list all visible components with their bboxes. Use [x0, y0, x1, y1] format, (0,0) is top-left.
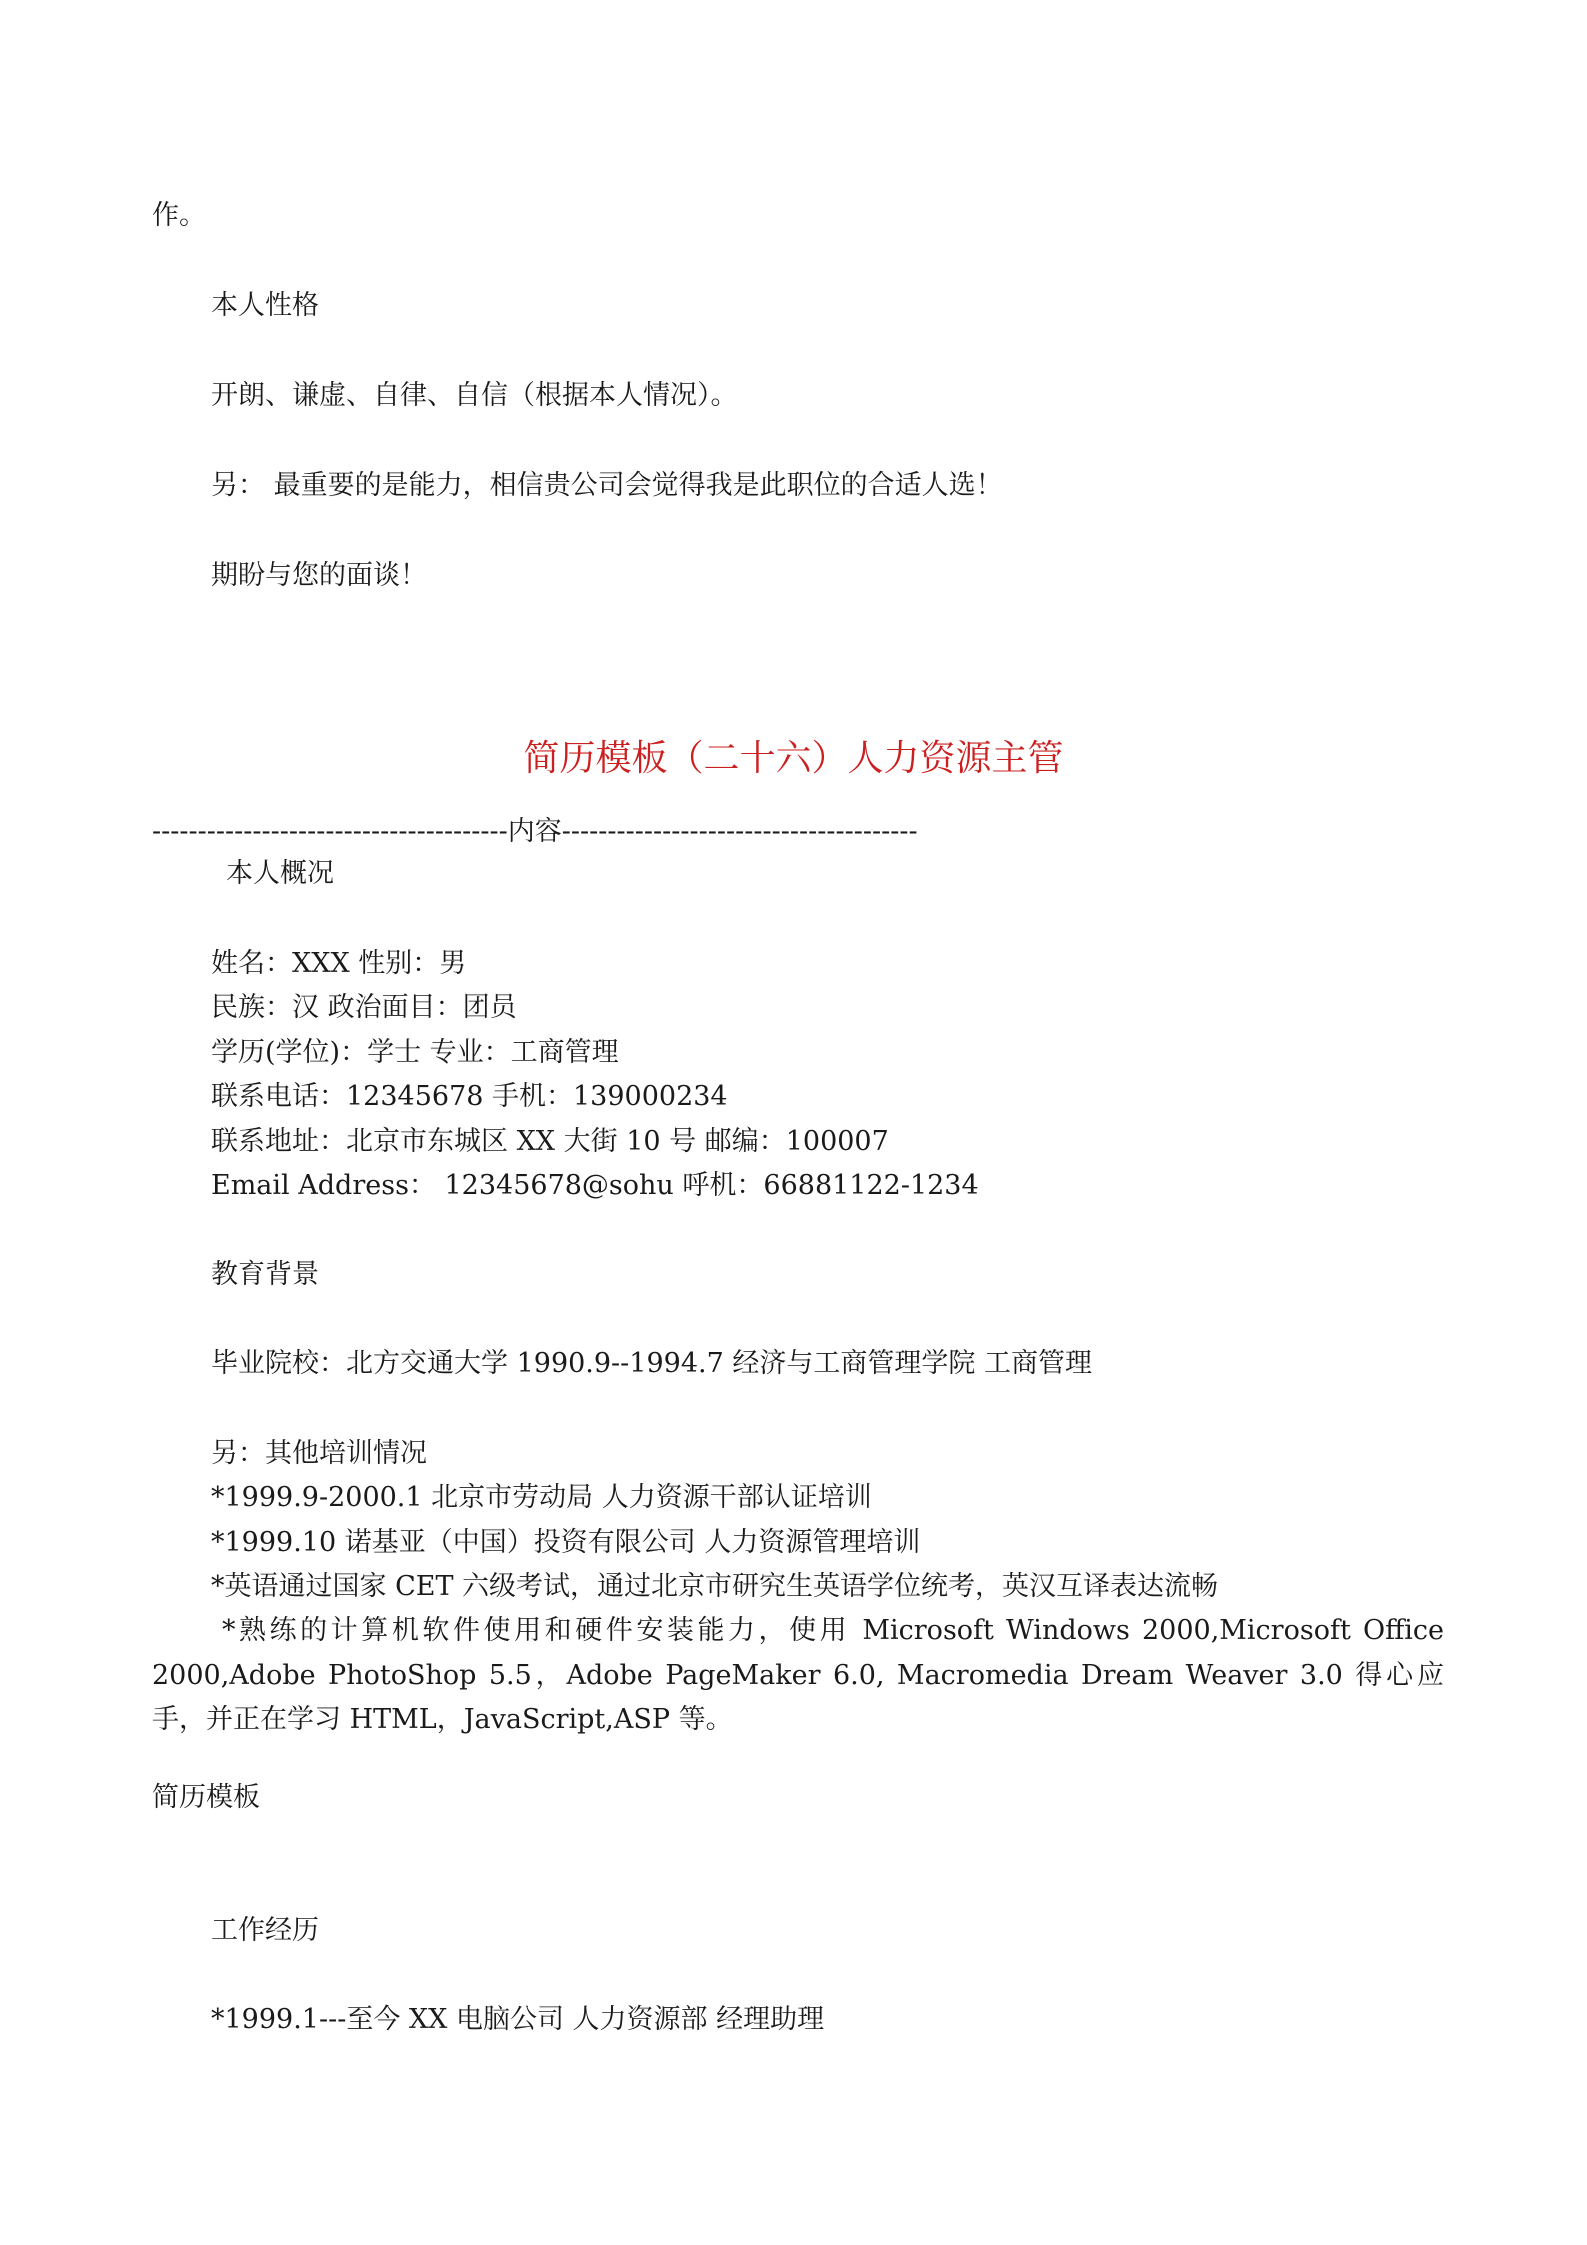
english-skill: *英语通过国家 CET 六级考试，通过北京市研究生英语学位统考，英汉互译表达流畅 [211, 1571, 1219, 1602]
training-item: *1999.10 诺基亚（中国）投资有限公司 人力资源管理培训 [211, 1527, 921, 1558]
info-degree-major: 学历(学位)：学士 专业：工商管理 [211, 1037, 619, 1068]
education-school: 毕业院校：北方交通大学 1990.9--1994.7 经济与工商管理学院 工商管理 [211, 1348, 1092, 1379]
computer-skill-paragraph [152, 1609, 1444, 1743]
training-heading: 另：其他培训情况 [211, 1438, 427, 1469]
info-name-gender: 姓名：XXX 性别：男 [211, 948, 467, 979]
computer-skill-text: *熟练的计算机软件使用和硬件安装能力，使用 Microsoft Windows 2000,Microsoft Office 2000,Adobe PhotoShop 5.5，Adobe PageMaker 6.0, Macromedia Dream Weaver 3.0 得心应手，并正在学习 HTML，JavaScript,ASP 等。 [152, 1615, 1444, 1735]
work-item: *1999.1---至今 XX 电脑公司 人力资源部 经理助理 [211, 2004, 825, 2035]
content-separator: ---------------------------------------内容--------------------------------------- [152, 816, 918, 847]
closing-wish: 期盼与您的面谈！ [211, 560, 427, 591]
info-ethnicity-politics: 民族：汉 政治面目：团员 [211, 992, 517, 1023]
resume-template-label: 简历模板 [152, 1782, 260, 1813]
section-heading-overview: 本人概况 [226, 858, 334, 889]
personality-traits: 开朗、谦虚、自律、自信（根据本人情况）。 [211, 380, 738, 411]
info-email: Email Address： 12345678@sohu 呼机：66881122-1234 [211, 1170, 979, 1201]
closing-statement: 另： 最重要的是能力，相信贵公司会觉得我是此职位的合适人选！ [211, 470, 1003, 501]
training-item: *1999.9-2000.1 北京市劳动局 人力资源干部认证培训 [211, 1482, 872, 1513]
section-heading-education: 教育背景 [211, 1259, 319, 1290]
section-heading-work: 工作经历 [211, 1915, 319, 1946]
resume-title: 简历模板（二十六）人力资源主管 [523, 738, 1064, 779]
section-heading-personality: 本人性格 [211, 290, 319, 321]
info-address: 联系地址：北京市东城区 XX 大街 10 号 邮编：100007 [211, 1126, 889, 1157]
text-line-continuation: 作。 [152, 200, 206, 231]
info-phone: 联系电话：12345678 手机：139000234 [211, 1081, 728, 1112]
